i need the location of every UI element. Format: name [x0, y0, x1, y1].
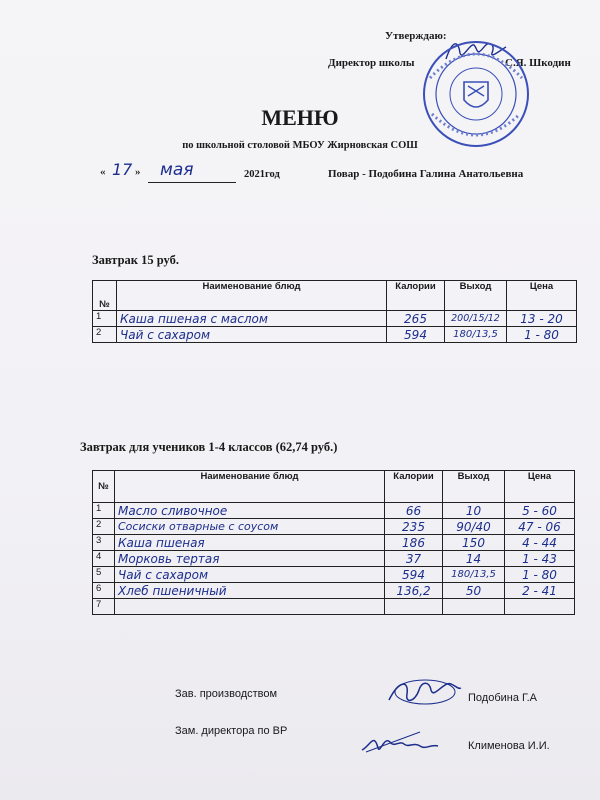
row-price: [505, 599, 575, 615]
row-out: 200/15/12: [445, 311, 507, 327]
row-num: 6: [93, 583, 115, 599]
row-cal: 66: [385, 503, 443, 519]
row-out: 10: [443, 503, 505, 519]
table-header-row: [93, 281, 577, 311]
row-name: Хлеб пшеничный: [115, 583, 385, 599]
row-price: 1 - 43: [505, 551, 575, 567]
col-price: Цена: [507, 281, 577, 311]
row-num: 2: [93, 519, 115, 535]
row-name: Морковь тертая: [115, 551, 385, 567]
breakfast2-title: Завтрак для учеников 1-4 классов (62,74 руб.): [80, 440, 338, 454]
table-row: [93, 535, 575, 551]
row-name: Каша пшеная: [115, 535, 385, 551]
row-price: 4 - 44: [505, 535, 575, 551]
row-name: Каша пшеная с маслом: [117, 311, 387, 327]
col-out: Выход: [443, 471, 505, 503]
row-price: 5 - 60: [505, 503, 575, 519]
row-num: 2: [93, 327, 117, 343]
row-price: 1 - 80: [505, 567, 575, 583]
col-name: Наименование блюд: [117, 281, 387, 311]
date-year: 2021год: [244, 169, 280, 180]
row-out: 50: [443, 583, 505, 599]
page-title: МЕНЮ: [261, 105, 339, 130]
breakfast1-title: Завтрак 15 руб.: [92, 253, 179, 267]
row-num: 1: [93, 503, 115, 519]
table-header-row: [93, 471, 575, 503]
row-name: Масло сливочное: [115, 503, 385, 519]
row-name: [115, 599, 385, 615]
deputy-signature: [360, 722, 440, 758]
row-out: 150: [443, 535, 505, 551]
row-out: 180/13,5: [443, 567, 505, 583]
row-out: [443, 599, 505, 615]
col-price: Цена: [505, 471, 575, 503]
row-num: 5: [93, 567, 115, 583]
row-num: 3: [93, 535, 115, 551]
director-label: Директор школы: [328, 57, 415, 69]
row-cal: 136,2: [385, 583, 443, 599]
table-row: [93, 583, 575, 599]
col-num: №: [93, 281, 117, 311]
table-row: [93, 599, 575, 615]
col-out: Выход: [445, 281, 507, 311]
cook-label: Повар - Подобина Галина Анатольевна: [328, 168, 524, 180]
table-row: [93, 503, 575, 519]
school-stamp: [420, 38, 532, 150]
row-cal: [385, 599, 443, 615]
prod-name: Подобина Г.А: [468, 692, 538, 704]
row-out: 90/40: [443, 519, 505, 535]
table-row: [93, 567, 575, 583]
row-cal: 594: [385, 567, 443, 583]
row-out: 180/13,5: [445, 327, 507, 343]
date-prefix: «: [100, 166, 106, 178]
row-num: 1: [93, 311, 117, 327]
table-row: [93, 327, 577, 343]
date-month: мая: [160, 160, 194, 180]
deputy-label: Зам. директора по ВР: [175, 725, 288, 737]
row-out: 14: [443, 551, 505, 567]
row-name: Чай с сахаром: [117, 327, 387, 343]
subtitle: по школьной столовой МБОУ Жирновская СОШ: [182, 140, 418, 151]
table-row: [93, 519, 575, 535]
deputy-name: Клименова И.И.: [468, 740, 550, 752]
row-cal: 186: [385, 535, 443, 551]
date-mid: »: [135, 166, 141, 178]
row-num: 4: [93, 551, 115, 567]
row-cal: 37: [385, 551, 443, 567]
col-name: Наименование блюд: [115, 471, 385, 503]
col-cal: Калории: [385, 471, 443, 503]
breakfast1-table: [92, 280, 577, 343]
row-price: 13 - 20: [507, 311, 577, 327]
date-underline: [148, 182, 236, 183]
breakfast2-table: [92, 470, 575, 615]
table-row: [93, 551, 575, 567]
col-cal: Калории: [387, 281, 445, 311]
row-cal: 265: [387, 311, 445, 327]
date-day: 17: [112, 160, 133, 179]
row-name: Сосиски отварные с соусом: [115, 519, 385, 535]
director-name: С.Я. Шкодин: [505, 57, 571, 69]
row-name: Чай с сахаром: [115, 567, 385, 583]
row-price: 1 - 80: [507, 327, 577, 343]
row-cal: 235: [385, 519, 443, 535]
table-row: [93, 311, 577, 327]
row-cal: 594: [387, 327, 445, 343]
row-num: 7: [93, 599, 115, 615]
row-price: 2 - 41: [505, 583, 575, 599]
prod-signature: [385, 672, 465, 712]
approve-label: Утверждаю:: [385, 30, 447, 42]
prod-label: Зав. производством: [175, 688, 278, 700]
row-price: 47 - 06: [505, 519, 575, 535]
col-num: №: [93, 471, 115, 503]
